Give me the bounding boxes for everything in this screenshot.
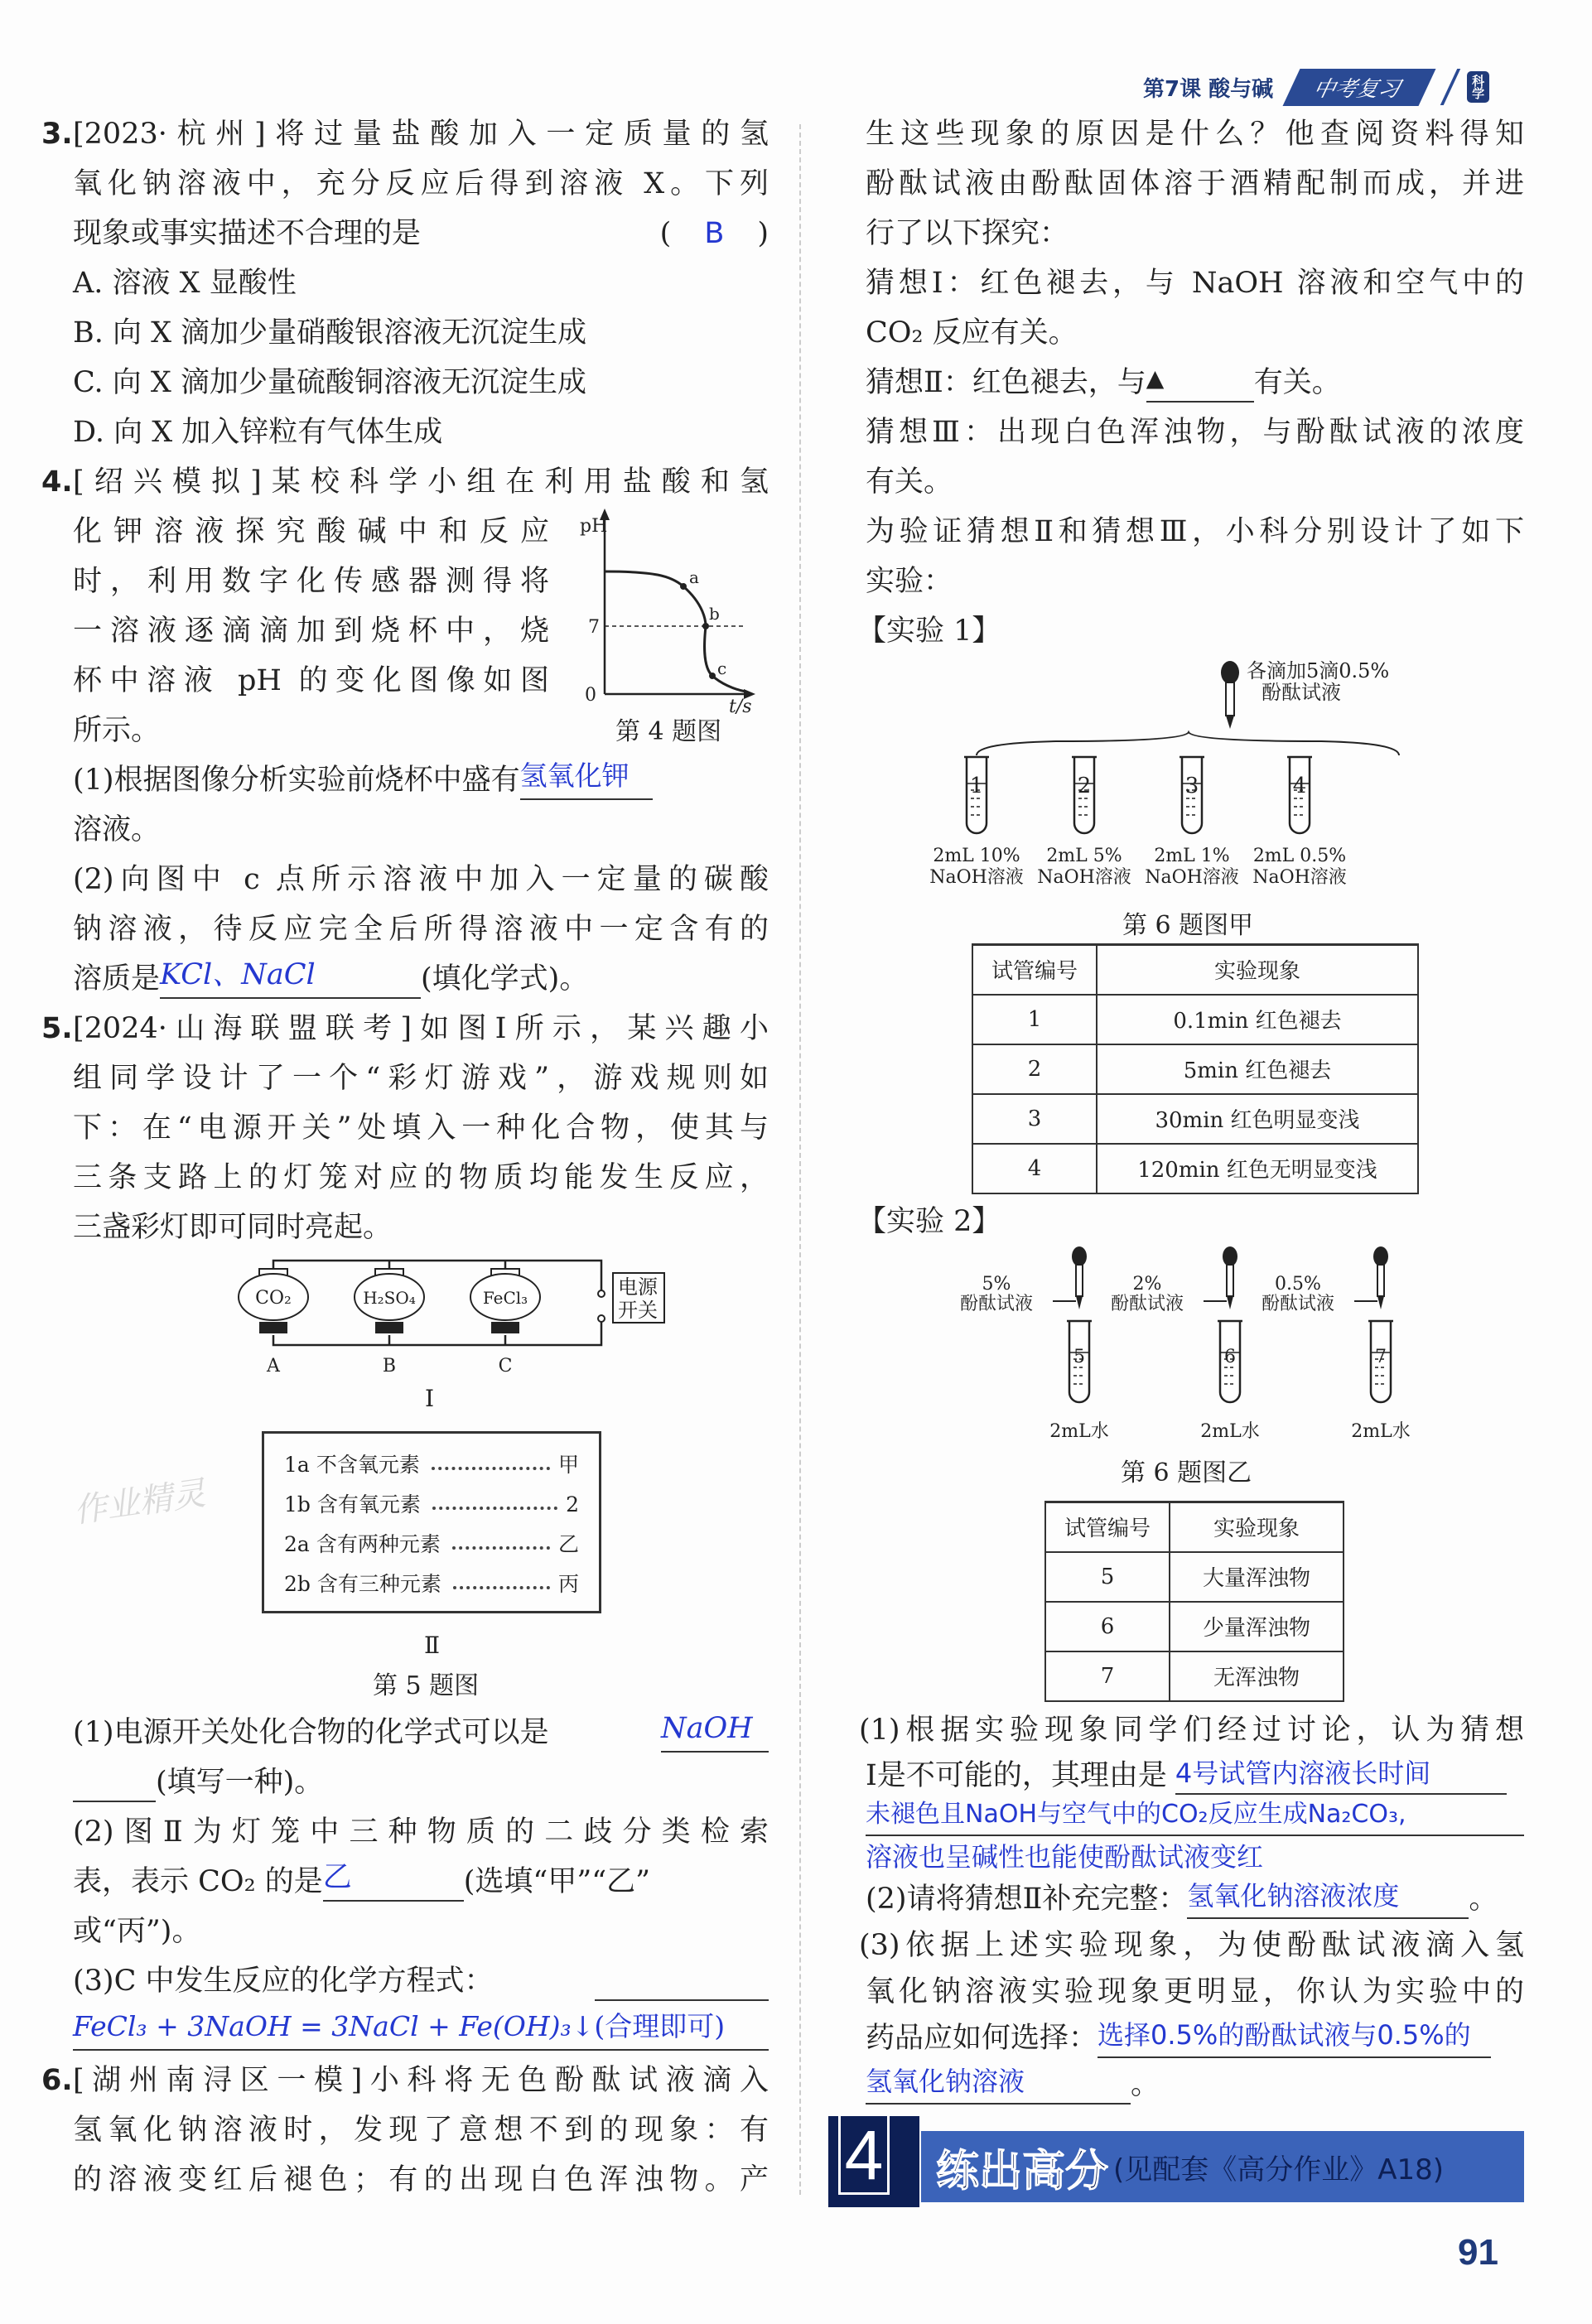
table-row xyxy=(972,995,1418,1044)
option-d: D. 向 X 加入锌粒有气体生成 xyxy=(73,416,443,449)
figure-label: Ⅰ xyxy=(425,1385,435,1412)
dropper-icon xyxy=(1373,1246,1388,1309)
key-text: 含有两种元素 xyxy=(316,1532,441,1556)
reagent-label: 酚酞试液 xyxy=(1110,1294,1184,1314)
page-header xyxy=(1143,66,1489,108)
reagent-label: 酚酞试液 xyxy=(959,1294,1034,1314)
hypothesis-text: 有关。 xyxy=(1253,366,1341,399)
question-5-figures xyxy=(73,1252,769,1708)
question-6-start xyxy=(41,2056,769,2205)
question-text: [湖州南浔区一模]小科将无色酚酞试液滴入 xyxy=(73,2064,769,2097)
tube-solution: NaOH溶液 xyxy=(1145,867,1239,888)
switch-label: 开关 xyxy=(618,1299,658,1322)
experiment-1-figure xyxy=(866,656,1524,943)
question-text: [绍兴模拟]某校科学小组在利用盐酸和氢 xyxy=(73,465,769,499)
answer-line xyxy=(595,1956,769,2001)
experiment-2-table xyxy=(1044,1501,1344,1702)
hypothesis-text: 猜想Ⅱ：红色褪去，与 xyxy=(866,366,1146,399)
slash-divider xyxy=(1440,69,1461,105)
question-text: 一溶液逐滴滴加到烧杯中，烧 xyxy=(73,615,549,648)
question-number: 6. xyxy=(41,2064,73,2097)
answer-field: 溶液也呈碱性也能使酚酞试液变红 xyxy=(866,1841,1264,1873)
water-label: 2mL水 xyxy=(1351,1421,1411,1442)
question-text: 氧化钠溶液中，充分反应后得到溶液 X。下列 xyxy=(73,167,769,200)
tube-number: 6 xyxy=(1045,1602,1170,1651)
key-result: 甲 xyxy=(557,1453,579,1477)
key-code: 1b xyxy=(284,1492,311,1516)
switch-label: 电源 xyxy=(618,1275,658,1299)
question-text: 生这些现象的原因是什么？他查阅资料得知 xyxy=(866,118,1524,151)
sub-question-text: 表，表示 CO₂ 的是 xyxy=(73,1865,323,1898)
key-row xyxy=(284,1565,579,1604)
sub-question-text: (1)根据图像分析实验前烧杯中盛有 xyxy=(73,764,520,797)
tube-concentration: 2mL 1% xyxy=(1154,846,1230,866)
table-row xyxy=(1045,1552,1344,1602)
question-text: 时，利用数字化传感器测得将 xyxy=(73,565,549,598)
figure-caption: 第 6 题图乙 xyxy=(1121,1459,1252,1487)
point-c-label: c xyxy=(717,658,727,678)
question-text: 猜想Ⅲ：出现白色浑浊物，与酚酞试液的浓度 xyxy=(866,416,1524,449)
key-text: 含有氧元素 xyxy=(316,1492,421,1516)
sub-question-text: Ⅰ是不可能的，其理由是 xyxy=(866,1759,1167,1792)
experiment-1-table xyxy=(972,943,1419,1194)
experiment-2-figure xyxy=(866,1246,1524,1498)
tube-solution: NaOH溶液 xyxy=(1037,867,1131,888)
answer-field: 乙 xyxy=(323,1857,464,1902)
tube-number: 3 xyxy=(972,1094,1097,1144)
question-text: [2023·杭州]将过量盐酸加入一定质量的氢 xyxy=(73,118,769,151)
question-text: [2024·山海联盟联考]如图Ⅰ所示，某兴趣小 xyxy=(73,1012,769,1045)
phenomenon: 120min 红色无明显变浅 xyxy=(1097,1144,1418,1193)
table-row xyxy=(1045,1651,1344,1701)
section-badge: 中考复习 xyxy=(1283,69,1436,106)
concentration-label: 2% xyxy=(1132,1274,1162,1295)
sub-question-text: (2)请将猜想Ⅱ补充完整： xyxy=(866,1883,1188,1916)
leader-dots xyxy=(432,1485,557,1510)
sub-question-text: (1)电源开关处化合物的化学式可以是 xyxy=(73,1716,549,1749)
dropper-label: 酚酞试液 xyxy=(1262,681,1341,704)
leader-dots xyxy=(432,1445,550,1470)
sub-question-text: (3)依据上述实验现象，为使酚酞试液滴入氢 xyxy=(859,1929,1524,1962)
answer-paren: ( B ) xyxy=(659,217,769,250)
concentration-label: 0.5% xyxy=(1275,1274,1321,1295)
table-row xyxy=(972,1044,1418,1094)
lantern-c xyxy=(470,1269,540,1377)
left-column xyxy=(41,109,769,2205)
sub-question-text: (选填“甲”“乙” xyxy=(463,1865,650,1898)
lantern-formula: CO₂ xyxy=(255,1288,292,1309)
lantern-label: C xyxy=(498,1356,513,1377)
phenomenon: 无浑浊物 xyxy=(1170,1651,1344,1701)
sub-question-text: 。 xyxy=(1131,2068,1160,2101)
key-result: 2 xyxy=(566,1492,579,1516)
tube-number: 7 xyxy=(1045,1651,1170,1701)
reagent-label: 酚酞试液 xyxy=(1261,1294,1335,1314)
dropper-icon xyxy=(1221,661,1239,729)
key-row xyxy=(284,1445,579,1485)
answer-field: 选择0.5%的酚酞试液与0.5%的 xyxy=(1098,2015,1491,2058)
key-result: 丙 xyxy=(557,1572,579,1596)
watermark: 作业精灵 xyxy=(71,1474,208,1531)
answer-line xyxy=(73,1757,156,1802)
key-code: 1a xyxy=(284,1453,310,1477)
tube-number: 5 xyxy=(1073,1347,1085,1367)
classification-key xyxy=(262,1431,601,1613)
answer-field: 未褪色且NaOH与空气中的CO₂反应生成Na₂CO₃, xyxy=(866,1796,1524,1836)
ph-graph xyxy=(580,505,770,717)
answer-field: KCl、NaCl xyxy=(160,954,421,999)
lantern-label: B xyxy=(382,1356,397,1377)
question-text: 化钾溶液探究酸碱中和反应 xyxy=(73,515,549,548)
column-header: 试管编号 xyxy=(1045,1502,1170,1552)
answer-choice: B xyxy=(704,217,725,250)
dropper-icon xyxy=(1223,1246,1237,1309)
option-c: C. 向 X 滴加少量硫酸铜溶液无沉淀生成 xyxy=(73,366,586,399)
section-number: 4 xyxy=(838,2116,890,2195)
question-5 xyxy=(41,1004,769,2056)
tube-number: 1 xyxy=(969,774,984,798)
question-text: 酚酞试液由酚酞固体溶于酒精配制而成，并进 xyxy=(866,167,1524,200)
tube-concentration: 2mL 10% xyxy=(933,846,1020,866)
column-header: 实验现象 xyxy=(1170,1502,1344,1552)
origin-label: 0 xyxy=(585,685,596,706)
answer-field: 4号试管内溶液长时间 xyxy=(1175,1755,1507,1795)
lantern-formula: FeCl₃ xyxy=(482,1288,528,1308)
lesson-title: 第7课 酸与碱 xyxy=(1143,76,1274,102)
question-number: 5. xyxy=(41,1012,73,1045)
dropper-icon xyxy=(1072,1246,1087,1309)
tube-number: 6 xyxy=(1224,1347,1236,1367)
sub-question-text: (填写一种)。 xyxy=(156,1766,324,1799)
question-text: 组同学设计了一个“彩灯游戏”，游戏规则如 xyxy=(73,1062,769,1095)
question-text: 有关。 xyxy=(866,465,953,499)
question-text: 三条支路上的灯笼对应的物质均能发生反应， xyxy=(73,1161,769,1194)
sub-question-text: (1)根据实验现象同学们经过讨论，认为猜想 xyxy=(859,1714,1524,1747)
brace xyxy=(977,732,1399,755)
banner-subtitle: (见配套《高分作业》A18) xyxy=(1113,2153,1445,2187)
key-code: 2a xyxy=(284,1532,310,1556)
key-text: 不含氧元素 xyxy=(316,1453,420,1477)
question-text: 杯中溶液 pH 的变化图像如图 xyxy=(73,664,549,697)
question-number: 4. xyxy=(41,465,73,499)
sub-question-text: (填化学式)。 xyxy=(421,962,589,996)
right-column xyxy=(857,109,1524,2108)
option-a: A. 溶液 X 显酸性 xyxy=(73,267,297,300)
column-header: 实验现象 xyxy=(1097,945,1418,995)
tube-concentration: 2mL 0.5% xyxy=(1252,846,1347,866)
tube-number: 7 xyxy=(1375,1347,1387,1367)
tube-number: 2 xyxy=(972,1044,1097,1094)
answer-field: 氢氧化钾 xyxy=(520,755,653,800)
page-number: 91 xyxy=(1458,2232,1498,2273)
sub-question-text: 或“丙”)。 xyxy=(73,1915,201,1948)
phenomenon: 少量浑浊物 xyxy=(1170,1602,1344,1651)
hypothesis-blank: ▲ xyxy=(1146,358,1254,403)
tube-solution: NaOH溶液 xyxy=(929,867,1024,888)
point-a-label: a xyxy=(689,567,699,587)
question-text: 实验： xyxy=(866,565,953,598)
sub-question-text: 氧化钠溶液实验现象更明显，你认为实验中的 xyxy=(866,1975,1524,2008)
point-b-label: b xyxy=(709,604,720,624)
switch-terminal xyxy=(598,1315,605,1322)
banner-title: 练出高分 xyxy=(936,2146,1109,2196)
key-result: 乙 xyxy=(557,1532,579,1556)
question-number: 3. xyxy=(41,118,73,151)
lantern-a xyxy=(239,1269,308,1377)
tube-number: 4 xyxy=(972,1144,1097,1193)
experiment-1-heading: 【实验 1】 xyxy=(857,615,1001,648)
sub-question-text: 溶液。 xyxy=(73,813,161,846)
sub-question-text: (3)C 中发生反应的化学方程式： xyxy=(73,1965,494,1998)
leader-dots xyxy=(453,1565,550,1589)
dropper-tubes-diagram xyxy=(957,1246,1470,1445)
point-c xyxy=(709,673,716,679)
question-text: 下：在“电源开关”处填入一种化合物，使其与 xyxy=(73,1111,769,1145)
phenomenon: 大量浑浊物 xyxy=(1170,1552,1344,1602)
table-row xyxy=(972,1094,1418,1144)
tube-number: 4 xyxy=(1292,774,1307,798)
subject-badge: 科学 xyxy=(1467,71,1489,103)
lantern-formula: H₂SO₄ xyxy=(363,1288,416,1308)
switch-terminal xyxy=(598,1290,605,1297)
question-4 xyxy=(41,457,769,1004)
lantern-b xyxy=(355,1269,424,1377)
question-text: CO₂ 反应有关。 xyxy=(866,316,1078,350)
key-text: 含有三种元素 xyxy=(316,1572,441,1596)
question-text: 现象或事实描述不合理的是 xyxy=(73,217,422,250)
water-label: 2mL水 xyxy=(1200,1421,1260,1442)
table-header xyxy=(972,945,1418,995)
figure-caption: 第 6 题图甲 xyxy=(1122,911,1254,940)
question-text: 三盏彩灯即可同时亮起。 xyxy=(73,1211,393,1244)
y-label: pH xyxy=(580,516,608,537)
table-row xyxy=(1045,1602,1344,1651)
practice-banner xyxy=(828,2116,1524,2207)
option-b: B. 向 X 滴加少量硝酸银溶液无沉淀生成 xyxy=(73,316,587,350)
key-row xyxy=(284,1525,579,1565)
tube-concentration: 2mL 5% xyxy=(1046,846,1122,866)
dropper-label: 各滴加5滴0.5% xyxy=(1247,659,1390,682)
question-text: 猜想Ⅰ：红色褪去，与 NaOH 溶液和空气中的 xyxy=(866,267,1524,300)
answer-field: 氢氧化钠溶液浓度 xyxy=(1187,1876,1469,1919)
question-text: 的溶液变红后褪色；有的出现白色浑浊物。产 xyxy=(73,2163,769,2196)
question-text: 行了以下探究： xyxy=(866,217,1069,250)
table-row xyxy=(972,1144,1418,1193)
column-header: 试管编号 xyxy=(972,945,1097,995)
answer-field: FeCl₃ + 3NaOH = 3NaCl + Fe(OH)₃↓(合理即可) xyxy=(73,2006,769,2051)
sub-question-text: (2)图Ⅱ为灯笼中三种物质的二歧分类检索 xyxy=(73,1815,769,1849)
concentration-label: 5% xyxy=(982,1274,1011,1295)
point-b xyxy=(702,623,709,629)
sub-question-text: (2)向图中 c 点所示溶液中加入一定量的碳酸 xyxy=(73,863,769,896)
column-divider xyxy=(799,124,801,2195)
tube-number: 3 xyxy=(1184,774,1199,798)
sub-question-text: 药品应如何选择： xyxy=(866,2022,1098,2055)
figure-caption: 第 4 题图 xyxy=(615,717,722,746)
tick-7: 7 xyxy=(588,617,600,638)
table-header xyxy=(1045,1502,1344,1552)
tube-number: 2 xyxy=(1077,774,1092,798)
sub-question-text: 钠溶液，待反应完全后所得溶液中一定含有的 xyxy=(73,913,769,946)
question-text: 所示。 xyxy=(73,714,161,747)
figure-caption: 第 5 题图 xyxy=(373,1671,480,1700)
tube-solution: NaOH溶液 xyxy=(1252,867,1347,888)
key-row xyxy=(284,1485,579,1525)
point-a xyxy=(680,583,687,590)
question-3 xyxy=(41,109,769,457)
key-code: 2b xyxy=(284,1572,311,1596)
sub-question-text: 。 xyxy=(1469,1883,1498,1916)
question-text: 为验证猜想Ⅱ和猜想Ⅲ，小科分别设计了如下 xyxy=(866,515,1524,548)
phenomenon: 30min 红色明显变浅 xyxy=(1097,1094,1418,1144)
answer-field: 氢氧化钠溶液 xyxy=(866,2061,1131,2105)
leader-dots xyxy=(452,1525,550,1550)
answer-field: NaOH xyxy=(661,1708,769,1753)
tube-number: 1 xyxy=(972,995,1097,1044)
phenomenon: 0.1min 红色褪去 xyxy=(1097,995,1418,1044)
tube-number: 5 xyxy=(1045,1552,1170,1602)
sub-question-text: 溶质是 xyxy=(73,962,161,996)
circuit-wires xyxy=(273,1261,601,1345)
water-label: 2mL水 xyxy=(1049,1421,1109,1442)
test-tubes-diagram xyxy=(929,656,1412,904)
figure-label: Ⅱ xyxy=(424,1632,441,1659)
lantern-circuit xyxy=(230,1252,719,1385)
experiment-2-heading: 【实验 2】 xyxy=(857,1205,1001,1238)
lantern-label: A xyxy=(267,1356,280,1377)
x-label: t/s xyxy=(729,697,752,717)
phenomenon: 5min 红色褪去 xyxy=(1097,1044,1418,1094)
question-text: 氢氧化钠溶液时，发现了意想不到的现象：有 xyxy=(73,2114,769,2147)
